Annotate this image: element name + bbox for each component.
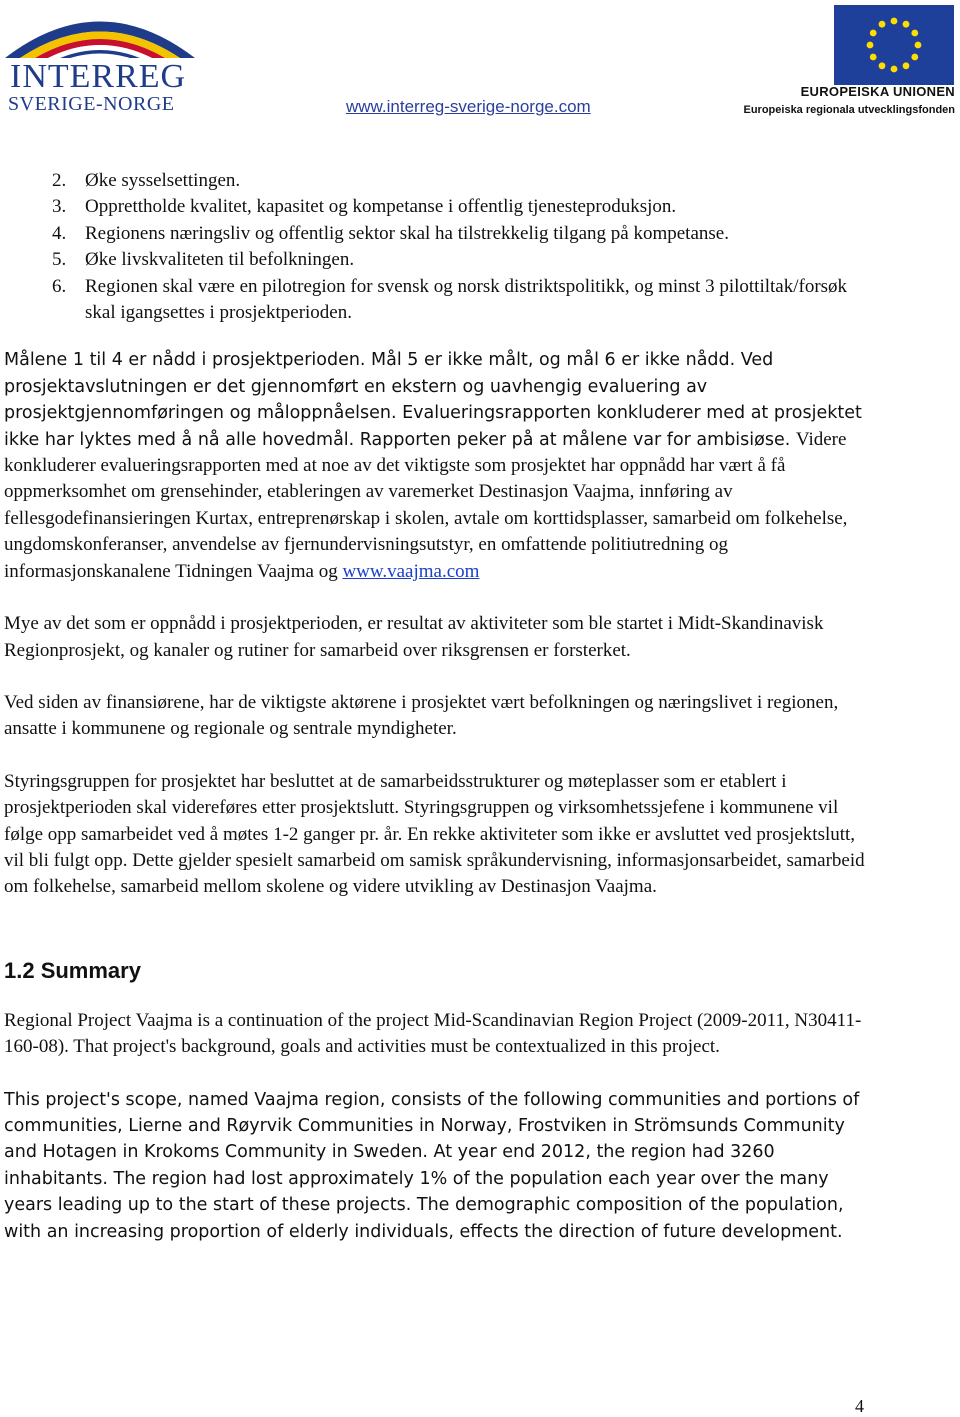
document-body	[4, 168, 874, 1245]
website-link[interactable]: www.interreg-sverige-norge.com	[346, 97, 591, 116]
eu-title: EUROPEISKA UNIONEN	[800, 84, 955, 99]
logo-subtitle: SVERIGE-NORGE	[8, 93, 175, 115]
eu-flag-icon	[834, 5, 954, 85]
goals-list	[4, 168, 874, 326]
summary-paragraph: Regional Project Vaajma is a continuation of the project Mid-Scandinavian Region Project (2009-2011, N30411-160-08). That project's background, goals and activities must be contextualized in this project.	[4, 1009, 862, 1058]
evaluation-paragraph: Målene 1 til 4 er nådd i prosjektperioden. Mål 5 er ikke målt, og mål 6 er ikke nådd. Ved prosjektavslutningen er det gjennomført en ekstern og uavhengig evaluering av prosjektgjennomføringen og måloppnåelsen. Evalueringsrapporten konkluderer med at prosjektet ikke har lyktes med å nå alle hovedmål. Rapporten peker på at målene var for ambisiøse. Videre konkluderer evalueringsrapporten med at noe av det viktigste som prosjektet har oppnådd har vært å få oppmerksomhet om grensehinder, etableringen av varemerket Destinasjon Vaajma, innføring av fellesgodefinansieringen Kurtax, entreprenørskap i skolen, avtale om korttidsplasser, samarbeid om folkehelse, ungdomskonferanser, anvendelse av fjernundervisningsutstyr, en omfattende politiutredning og informasjonskanalene Tidningen Vaajma og www.vaajma.com	[4, 350, 862, 582]
paragraph: Mye av det som er oppnådd i prosjektperioden, er resultat av aktiviteter som ble startet i Midt-Skandinavisk Regionprosjekt, og kanaler og rutiner for samarbeid over riksgrensen er forsterket.	[4, 613, 824, 661]
paragraph: Ved siden av finansiørene, har de viktigste aktørene i prosjektet vært befolkningen og næringslivet i regionen, ansatte i kommunene og regionale og sentrale myndigheter.	[4, 691, 839, 740]
logo-title: INTERREG	[10, 58, 187, 95]
list-item: 6. Regionen skal være en pilotregion for svensk og norsk distriktspolitikk, og minst 3 pilottiltak/forsøk skal igangsettes i prosjektperioden.	[52, 275, 848, 324]
eu-fund: Europeiska regionala utvecklingsfonden	[743, 104, 955, 116]
list-item: 5. Øke livskvaliteten til befolkningen.	[52, 249, 355, 271]
flag-arc-icon	[0, 0, 200, 60]
paragraph: Styringsgruppen for prosjektet har besluttet at de samarbeidsstrukturer og møteplasser som er etablert i prosjektperioden skal videreføres etter prosjektslutt. Styringsgruppen og virksomhetssjefene i kommunene vil følge opp samarbeidet ved å møtes 1-2 ganger pr. år. En rekke aktiviteter som ikke er avsluttet ved prosjektslutt, vil bli fulgt opp. Dette gjelder spesielt samarbeid om samisk språkundervisning, informasjonsarbeidet, samarbeid om folkehelse, samarbeid mellom skolene og videre utvikling av Destinasjon Vaajma.	[4, 770, 865, 898]
list-item: 2. Øke sysselsettingen.	[52, 170, 241, 191]
list-item: 4. Regionens næringsliv og offentlig sektor skal ha tilstrekkelig tilgang på kompetanse.	[52, 222, 729, 244]
section-heading: 1.2 Summary	[4, 957, 141, 983]
interreg-logo	[0, 0, 200, 120]
page-number: 4	[855, 1396, 864, 1416]
vaajma-link[interactable]: www.vaajma.com	[342, 560, 480, 582]
summary-paragraph: This project's scope, named Vaajma region, consists of the following communities and portions of communities, Lierne and Røyrvik Communities in Norway, Frostviken in Strömsunds Community and Hotagen in Krokoms Community in Sweden. At year end 2012, the region had 3260 inhabitants. The region had lost approximately 1% of the population each year over the many years leading up to the start of these projects. The demographic composition of the population, with an increasing proportion of elderly individuals, effects the direction of future development.	[4, 1089, 860, 1242]
list-item: 3. Opprettholde kvalitet, kapasitet og kompetanse i offentlig tjenesteproduksjon.	[52, 196, 677, 218]
